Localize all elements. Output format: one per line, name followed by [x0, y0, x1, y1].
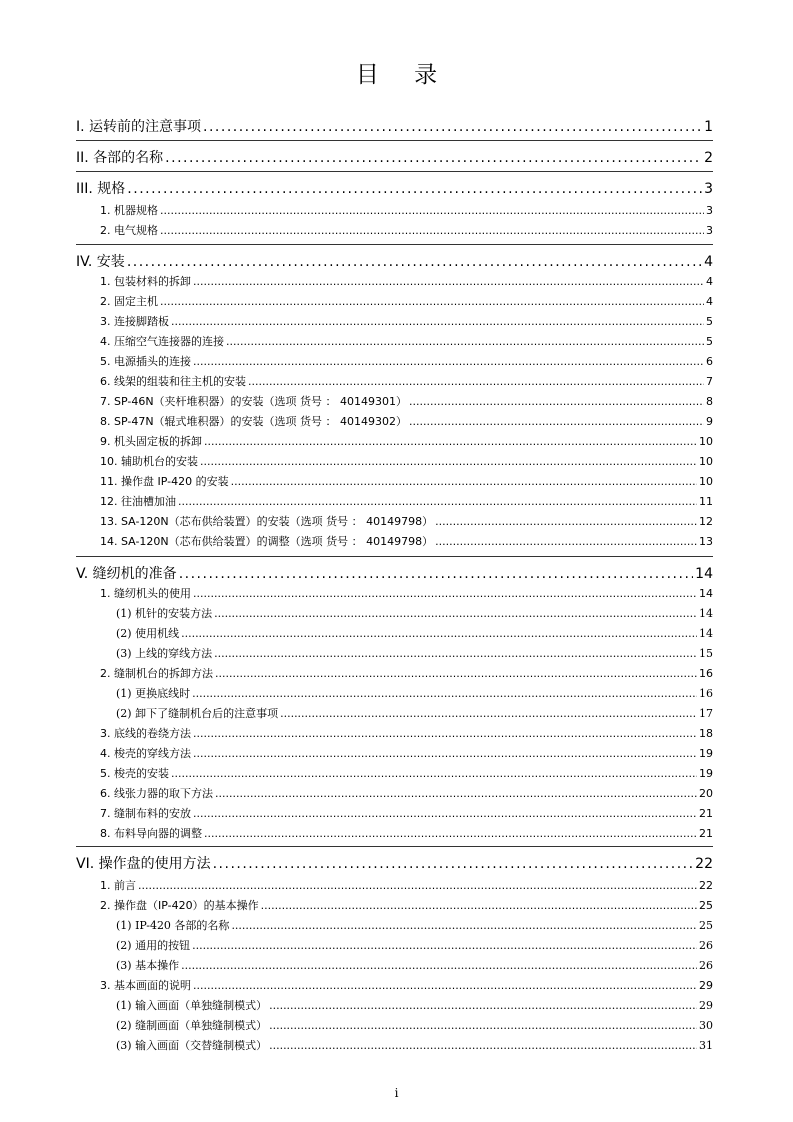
toc-entry-page: 10 — [699, 435, 713, 448]
toc-entry-label: VI. 操作盘的使用方法 — [76, 856, 211, 872]
page-number: i — [394, 1086, 399, 1100]
toc-entry[interactable] — [100, 825, 713, 841]
toc-leader-dots — [193, 275, 704, 288]
toc-entry-label: 5. 电源插头的连接 — [100, 355, 191, 368]
toc-entry-label: 2. 电气规格 — [100, 224, 158, 237]
toc-leader-dots — [171, 767, 697, 780]
toc-entry[interactable] — [100, 665, 713, 681]
toc-entry-label: 8. SP-47N（辊式堆积器）的安装（选项 货号 ： 40149302） — [100, 415, 408, 428]
toc-entry-label: (3) 基本操作 — [116, 959, 180, 972]
toc-entry-label: 1. 前言 — [100, 879, 136, 892]
toc-entry-label: V. 缝纫机的准备 — [76, 566, 177, 582]
toc-entry-page: 14 — [695, 566, 713, 582]
toc-entry-page: 13 — [699, 535, 713, 548]
toc-entry-page: 5 — [706, 335, 713, 348]
toc-entry-label: (3) 上线的穿线方法 — [116, 647, 213, 660]
toc-entry-label: (1) 输入画面（单独缝制模式） — [116, 999, 268, 1012]
toc-leader-dots — [231, 919, 697, 932]
toc-entry-label: 14. SA-120N（芯布供给装置）的调整（选项 货号 ： 40149798） — [100, 535, 434, 548]
toc-leader-dots — [203, 119, 702, 135]
toc-entry-page: 31 — [699, 1039, 713, 1052]
toc-entry-label: 6. 线张力器的取下方法 — [100, 787, 213, 800]
toc-entry[interactable] — [100, 293, 713, 309]
toc-leader-dots — [160, 295, 704, 308]
toc-entry-page: 22 — [695, 856, 713, 872]
toc-leader-dots — [178, 495, 697, 508]
toc-entry-label: 9. 机头固定板的拆卸 — [100, 435, 202, 448]
toc-entry-label: I. 运转前的注意事项 — [76, 119, 202, 135]
toc-entry[interactable] — [100, 333, 713, 349]
toc-entry[interactable] — [100, 513, 713, 529]
toc-leader-dots — [193, 355, 704, 368]
toc-entry-label: IV. 安装 — [76, 254, 125, 270]
toc-leader-dots — [280, 707, 697, 720]
toc-entry-label: 2. 固定主机 — [100, 295, 158, 308]
toc-entry-page: 21 — [699, 827, 713, 840]
toc-entry[interactable] — [116, 705, 713, 721]
toc-entry[interactable] — [100, 533, 713, 549]
toc-entry-page: 18 — [699, 727, 713, 740]
toc-entry-label: (2) 通用的按钮 — [116, 939, 191, 952]
toc-entry-page: 5 — [706, 315, 713, 328]
toc-entry-page: 16 — [699, 687, 713, 700]
toc-entry-label: 3. 连接脚踏板 — [100, 315, 169, 328]
toc-entry[interactable] — [100, 453, 713, 469]
toc-entry-page: 3 — [704, 181, 713, 197]
toc-entry-label: III. 规格 — [76, 181, 126, 197]
toc-entry[interactable] — [100, 413, 713, 429]
toc-entry-page: 9 — [706, 415, 713, 428]
toc-entry-page: 15 — [699, 647, 713, 660]
toc-leader-dots — [192, 687, 697, 700]
toc-leader-dots — [409, 415, 704, 428]
toc-entry[interactable] — [116, 605, 713, 621]
toc-entry-page: 30 — [699, 1019, 713, 1032]
toc-entry-label: 2. 操作盘（IP-420）的基本操作 — [100, 899, 259, 912]
toc-entry[interactable] — [100, 877, 713, 893]
toc-entry[interactable] — [100, 353, 713, 369]
toc-entry[interactable] — [100, 745, 713, 761]
toc-entry[interactable] — [100, 977, 713, 993]
toc-entry[interactable] — [100, 897, 713, 913]
toc-entry-label: 7. 缝制布料的安放 — [100, 807, 191, 820]
toc-entry[interactable] — [100, 473, 713, 489]
toc-entry-page: 22 — [699, 879, 713, 892]
toc-leader-dots — [179, 566, 693, 582]
toc-leader-dots — [138, 879, 697, 892]
toc-entry[interactable] — [100, 585, 713, 601]
toc-entry-page: 3 — [706, 224, 713, 237]
toc-entry-label: 1. 缝纫机头的使用 — [100, 587, 191, 600]
toc-entry-page: 4 — [704, 254, 713, 270]
toc-leader-dots — [200, 455, 697, 468]
toc-leader-dots — [214, 607, 697, 620]
toc-leader-dots — [226, 335, 704, 348]
section-divider — [76, 846, 713, 847]
toc-entry-page: 14 — [699, 587, 713, 600]
toc-entry-label: 4. 压缩空气连接器的连接 — [100, 335, 224, 348]
toc-entry-label: 12. 往油槽加油 — [100, 495, 176, 508]
toc-entry-page: 4 — [706, 275, 713, 288]
section-divider — [76, 171, 713, 172]
toc-entry-label: 1. 机器规格 — [100, 204, 158, 217]
toc-leader-dots — [215, 787, 697, 800]
toc-leader-dots — [171, 315, 704, 328]
toc-leader-dots — [127, 254, 702, 270]
toc-entry[interactable] — [116, 685, 713, 701]
toc-entry-page: 2 — [704, 150, 713, 166]
toc-entry[interactable] — [100, 202, 713, 218]
toc-entry-page: 21 — [699, 807, 713, 820]
toc-entry-label: 13. SA-120N（芯布供给装置）的安装（选项 货号 ： 40149798） — [100, 515, 434, 528]
toc-leader-dots — [181, 627, 697, 640]
toc-entry[interactable] — [116, 957, 713, 973]
toc-entry[interactable] — [100, 273, 713, 289]
toc-leader-dots — [214, 647, 697, 660]
toc-leader-dots — [231, 475, 697, 488]
toc-entry-page: 8 — [706, 395, 713, 408]
toc-entry[interactable] — [76, 116, 713, 136]
toc-entry[interactable] — [100, 313, 713, 329]
toc-leader-dots — [269, 1039, 697, 1052]
toc-entry[interactable] — [76, 178, 713, 198]
toc-entry[interactable] — [76, 563, 713, 583]
toc-leader-dots — [204, 827, 697, 840]
toc-leader-dots — [181, 959, 697, 972]
toc-leader-dots — [193, 807, 697, 820]
toc-entry-page: 3 — [706, 204, 713, 217]
toc-entry-page: 4 — [706, 295, 713, 308]
toc-entry-label: 3. 底线的卷绕方法 — [100, 727, 191, 740]
toc-entry-label: (3) 输入画面（交替缝制模式） — [116, 1039, 268, 1052]
toc-entry[interactable] — [100, 393, 713, 409]
toc-entry[interactable] — [100, 725, 713, 741]
toc-entry-label: 1. 包装材料的拆卸 — [100, 275, 191, 288]
toc-entry-label: 8. 布料导向器的调整 — [100, 827, 202, 840]
toc-leader-dots — [213, 856, 694, 872]
toc-leader-dots — [193, 727, 697, 740]
toc-entry-label: 7. SP-46N（夹杆堆积器）的安装（选项 货号 ： 40149301） — [100, 395, 408, 408]
toc-entry-label: (2) 缝制画面（单独缝制模式） — [116, 1019, 268, 1032]
toc-entry-page: 14 — [699, 607, 713, 620]
toc-entry-label: 6. 线架的组装和往主机的安装 — [100, 375, 246, 388]
toc-entry-label: (1) 更换底线时 — [116, 687, 191, 700]
toc-entry[interactable] — [76, 853, 713, 873]
toc-entry[interactable] — [116, 625, 713, 641]
toc-entry[interactable] — [100, 493, 713, 509]
toc-entry-page: 11 — [699, 495, 713, 508]
toc-entry-page: 10 — [699, 475, 713, 488]
toc-entry-page: 12 — [699, 515, 713, 528]
toc-entry-page: 16 — [699, 667, 713, 680]
toc-entry-page: 26 — [699, 939, 713, 952]
toc-leader-dots — [269, 999, 697, 1012]
toc-entry-page: 25 — [699, 919, 713, 932]
toc-entry-page: 10 — [699, 455, 713, 468]
toc-leader-dots — [204, 435, 697, 448]
toc-entry-page: 1 — [704, 119, 713, 135]
toc-entry-label: 5. 梭壳的安装 — [100, 767, 169, 780]
toc-entry[interactable] — [116, 1017, 713, 1033]
toc-entry[interactable] — [116, 645, 713, 661]
toc-entry[interactable] — [100, 222, 713, 238]
section-divider — [76, 140, 713, 141]
toc-entry-label: 2. 缝制机台的拆卸方法 — [100, 667, 213, 680]
toc-leader-dots — [248, 375, 704, 388]
toc-entry[interactable] — [116, 1037, 713, 1053]
page-title: 目 录 — [355, 62, 452, 88]
toc-entry[interactable] — [116, 997, 713, 1013]
toc-entry-page: 29 — [699, 999, 713, 1012]
toc-leader-dots — [435, 535, 697, 548]
toc-entry-label: (1) 机针的安装方法 — [116, 607, 213, 620]
toc-entry-label: II. 各部的名称 — [76, 150, 164, 166]
toc-entry-page: 6 — [706, 355, 713, 368]
toc-leader-dots — [160, 224, 704, 237]
toc-leader-dots — [193, 747, 697, 760]
toc-entry-label: 11. 操作盘 IP-420 的安装 — [100, 475, 229, 488]
toc-leader-dots — [192, 939, 697, 952]
toc-entry-page: 19 — [699, 747, 713, 760]
toc-leader-dots — [193, 979, 697, 992]
toc-entry[interactable] — [116, 937, 713, 953]
toc-entry[interactable] — [116, 917, 713, 933]
toc-entry[interactable] — [100, 805, 713, 821]
toc-leader-dots — [435, 515, 697, 528]
toc-entry[interactable] — [100, 373, 713, 389]
toc-entry-label: 10. 辅助机台的安装 — [100, 455, 198, 468]
toc-leader-dots — [165, 150, 702, 166]
toc-entry[interactable] — [100, 433, 713, 449]
toc-entry-label: 4. 梭壳的穿线方法 — [100, 747, 191, 760]
toc-entry[interactable] — [100, 785, 713, 801]
toc-leader-dots — [215, 667, 697, 680]
toc-entry-page: 29 — [699, 979, 713, 992]
toc-entry[interactable] — [100, 765, 713, 781]
section-divider — [76, 244, 713, 245]
toc-entry-page: 25 — [699, 899, 713, 912]
toc-entry-page: 26 — [699, 959, 713, 972]
toc-entry-label: (2) 使用机线 — [116, 627, 180, 640]
toc-entry-page: 14 — [699, 627, 713, 640]
toc-leader-dots — [261, 899, 697, 912]
toc-entry-page: 20 — [699, 787, 713, 800]
toc-entry-label: (1) IP-420 各部的名称 — [116, 919, 230, 932]
toc-leader-dots — [193, 587, 697, 600]
toc-entry-page: 17 — [699, 707, 713, 720]
toc-entry-page: 7 — [706, 375, 713, 388]
toc-entry[interactable] — [76, 251, 713, 271]
toc-leader-dots — [269, 1019, 697, 1032]
toc-entry-label: (2) 卸下了缝制机台后的注意事项 — [116, 707, 279, 720]
toc-entry-page: 19 — [699, 767, 713, 780]
section-divider — [76, 556, 713, 557]
toc-leader-dots — [160, 204, 704, 217]
toc-entry-label: 3. 基本画面的说明 — [100, 979, 191, 992]
toc-leader-dots — [409, 395, 704, 408]
toc-entry[interactable] — [76, 147, 713, 167]
toc-leader-dots — [127, 181, 702, 197]
